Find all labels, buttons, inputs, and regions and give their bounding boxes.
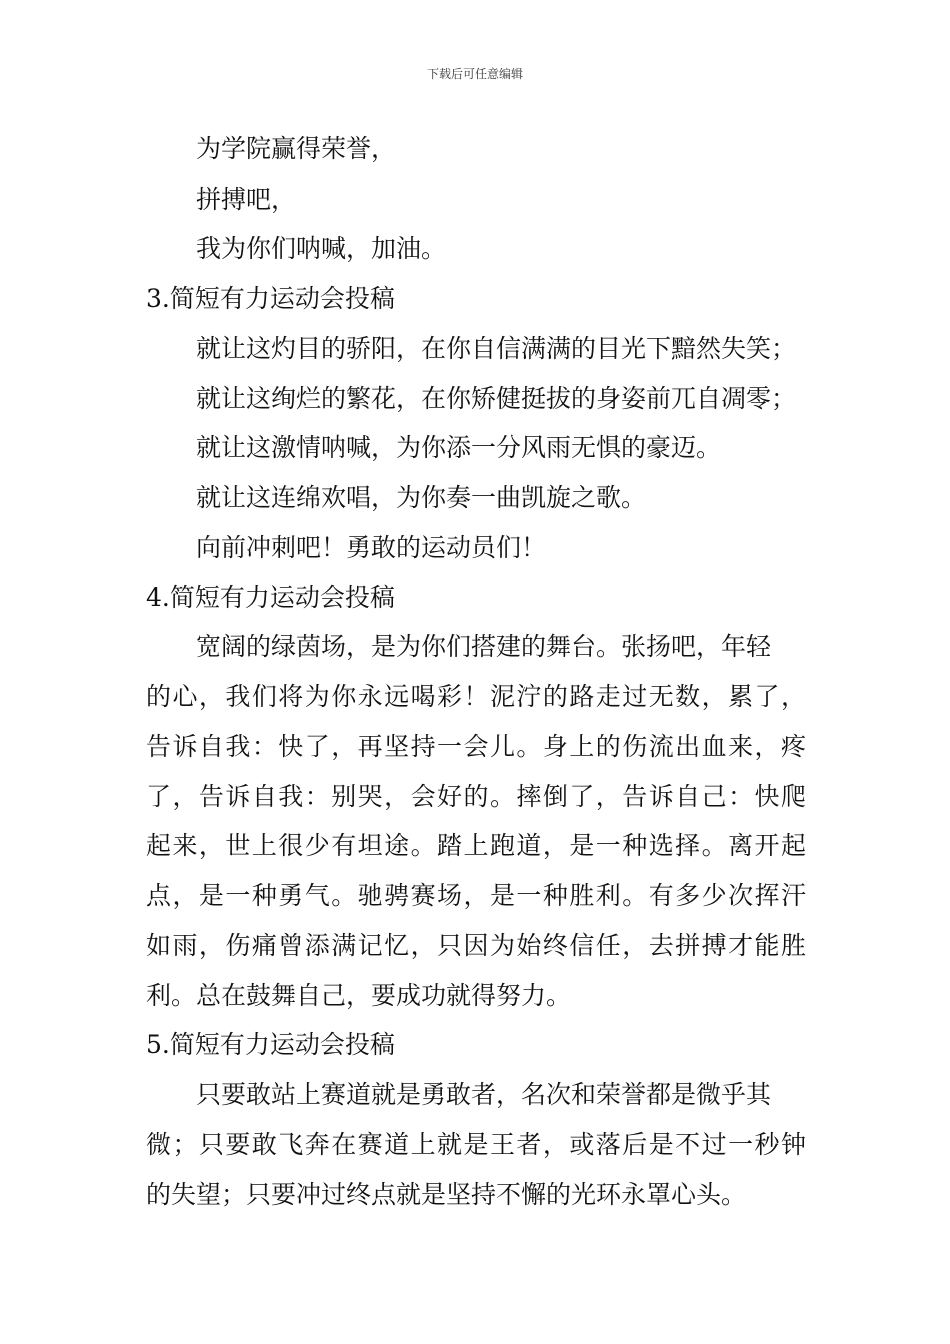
paragraph-line: 点，是一种勇气。驰骋赛场，是一种胜利。有多少次挥汗 — [146, 881, 806, 910]
text-line: 向前冲刺吧！勇敢的运动员们！ — [196, 533, 547, 562]
section-heading: 4.简短有力运动会投稿 — [146, 583, 395, 612]
paragraph-line: 利。总在鼓舞自己，要成功就得努力。 — [146, 981, 572, 1010]
paragraph-line: 了，告诉自我：别哭，会好的。摔倒了，告诉自己：快爬 — [146, 782, 806, 811]
paragraph-line: 的心，我们将为你永远喝彩！泥泞的路走过无数，累了， — [146, 682, 806, 711]
text-line: 拼搏吧， — [196, 185, 297, 214]
page-header: 下载后可任意编辑 — [426, 67, 523, 81]
paragraph-line: 微；只要敢飞奔在赛道上就是王者，或落后是不过一秒钟 — [146, 1130, 806, 1159]
paragraph-line: 只要敢站上赛道就是勇敢者，名次和荣誉都是微乎其 — [196, 1080, 772, 1109]
text-line: 为学院赢得荣誉， — [196, 134, 397, 163]
text-line: 就让这连绵欢唱，为你奏一曲凯旋之歌。 — [196, 483, 647, 512]
paragraph-line: 如雨，伤痛曾添满记忆，只因为始终信任，去拼搏才能胜 — [146, 931, 806, 960]
text-line: 就让这激情呐喊，为你添一分风雨无惧的豪迈。 — [196, 433, 722, 462]
text-line: 就让这绚烂的繁花，在你矫健挺拔的身姿前兀自凋零； — [196, 384, 797, 413]
text-line: 我为你们呐喊，加油。 — [196, 234, 447, 263]
paragraph-line: 起来，世上很少有坦途。踏上跑道，是一种选择。离开起 — [146, 831, 806, 860]
section-heading: 3.简短有力运动会投稿 — [146, 284, 395, 313]
text-line: 就让这灼目的骄阳，在你自信满满的目光下黯然失笑； — [196, 334, 797, 363]
paragraph-line: 的失望；只要冲过终点就是坚持不懈的光环永罩心头。 — [146, 1180, 747, 1209]
paragraph-line: 宽阔的绿茵场，是为你们搭建的舞台。张扬吧，年轻 — [196, 632, 772, 661]
section-heading: 5.简短有力运动会投稿 — [146, 1030, 395, 1059]
paragraph-line: 告诉自我：快了，再坚持一会儿。身上的伤流出血来，疼 — [146, 732, 806, 761]
